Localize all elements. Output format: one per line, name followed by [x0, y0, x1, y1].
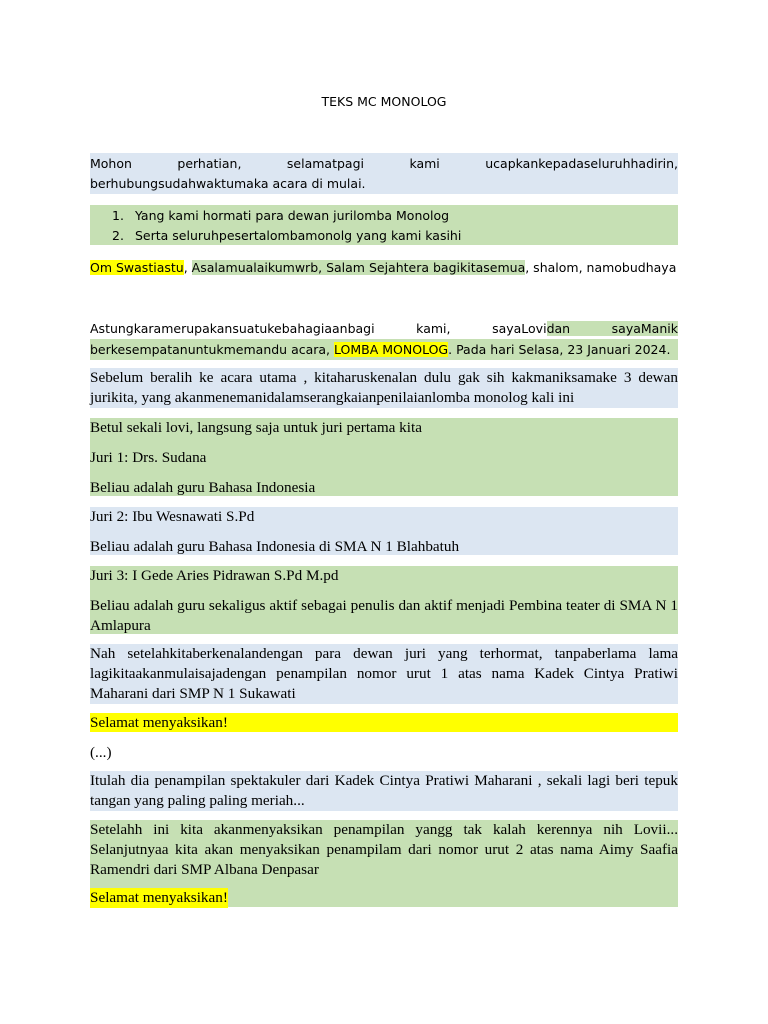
juri-1-intro: Betul sekali lovi, langsung saja untuk juri pertama kita [90, 419, 422, 436]
opening-line-1: Mohon perhatian, selamatpagi kami ucapkankepadaseluruhhadirin, [90, 156, 678, 171]
greeting-line [90, 257, 678, 278]
second-performance-paragraph [90, 820, 678, 907]
ellipsis-text: (...) [90, 744, 112, 761]
juri-2-block [90, 507, 678, 555]
list-number: 1. [112, 208, 124, 223]
host-intro-text-b: dan sayaManik [546, 321, 678, 336]
applause-line-2: tangan yang paling paling meriah... [90, 792, 305, 809]
applause-paragraph [90, 771, 678, 811]
second-performance-line-1: Setelahh ini kita akanmenyaksikan penampilan yangg tak kalah kerennya nih Lovii... [90, 821, 678, 838]
list-item [112, 225, 461, 246]
second-performance-line-2: Selanjutnyaa kita akan menyaksikan penampilam dari nomor urut 2 atas nama Aimy Saafia [90, 841, 678, 858]
greeting-salam: Asalamualaikumwrb, Salam Sejahtera bagikitasemua [191, 260, 526, 275]
applause-line-1: Itulah dia penampilan spektakuler dari Kadek Cintya Pratiwi Maharani , sekali lagi beri tepuk [90, 772, 678, 789]
juri-3-block [90, 566, 678, 634]
judges-intro-line-1: Sebelum beralih ke acara utama , kitaharuskenalan dulu gak sih kakmaniksamake 3 dewan [90, 369, 678, 386]
event-name-highlight: LOMBA MONOLOG [334, 342, 449, 357]
opening-line-2: berhubungsudahwaktumaka acara di mulai. [90, 176, 366, 191]
second-performance-line-3: Ramendri dari SMP Albana Denpasar [90, 861, 319, 878]
first-performance-paragraph [90, 644, 678, 704]
host-intro-line-1 [90, 318, 678, 339]
greeting-om-swastiastu: Om Swastiastu [90, 260, 184, 275]
judges-intro-line-2: jurikita, yang akanmenemanidalamserangkaianpenilaianlomba monolog kali ini [90, 389, 575, 406]
juri-1-name: Juri 1: Drs. Sudana [90, 449, 207, 466]
juri-3-name: Juri 3: I Gede Aries Pidrawan S.Pd M.pd [90, 567, 339, 584]
honorifics-list [90, 205, 678, 245]
juri-1-desc: Beliau adalah guru Bahasa Indonesia [90, 479, 316, 496]
first-performance-line-1: Nah setelahkitaberkenalandengan para dewan juri yang terhormat, tanpaberlama lama [90, 645, 678, 662]
document-title: TEKS MC MONOLOG [321, 94, 447, 109]
performance-placeholder [90, 743, 678, 763]
juri-2-desc: Beliau adalah guru Bahasa Indonesia di SMA N 1 Blahbatuh [90, 538, 460, 555]
juri-1-block [90, 418, 678, 496]
first-performance-line-2: lagikitaakanmulaisajadengan penampilan nomor urut 1 atas nama Kadek Cintya Pratiwi [90, 665, 678, 682]
greeting-separator: , [183, 260, 192, 275]
opening-paragraph [90, 153, 678, 194]
host-intro-text-a: Astungkaramerupakansuatukebahagiaanbagi kami, sayaLovi [90, 321, 547, 336]
juri-3-desc-line-1: Beliau adalah guru sekaligus aktif sebagai penulis dan aktif menjadi Pembina teater di SMA N 1 [90, 597, 678, 614]
list-text: Serta seluruhpesertalombamonolg yang kami kasihi [135, 228, 462, 243]
selamat-text-1: Selamat menyaksikan! [90, 714, 228, 731]
first-performance-line-3: Maharani dari SMP N 1 Sukawati [90, 685, 296, 702]
selamat-menyaksikan-2: Selamat menyaksikan! [90, 889, 228, 906]
juri-2-name: Juri 2: Ibu Wesnawati S.Pd [90, 508, 255, 525]
host-intro-line-2 [90, 339, 678, 360]
judges-intro-paragraph [90, 368, 678, 408]
juri-3-desc-line-2: Amlapura [90, 617, 151, 634]
host-intro-text-d: . Pada hari Selasa, 23 Januari 2024. [448, 342, 671, 357]
greeting-rest: , shalom, namobudhaya [525, 260, 677, 275]
list-item [112, 205, 449, 226]
host-intro-paragraph [90, 318, 678, 360]
list-number: 2. [112, 228, 124, 243]
selamat-menyaksikan-1 [90, 713, 678, 732]
list-text: Yang kami hormati para dewan jurilomba Monolog [135, 208, 450, 223]
host-intro-text-c: berkesempatanuntukmemandu acara, [90, 342, 335, 357]
